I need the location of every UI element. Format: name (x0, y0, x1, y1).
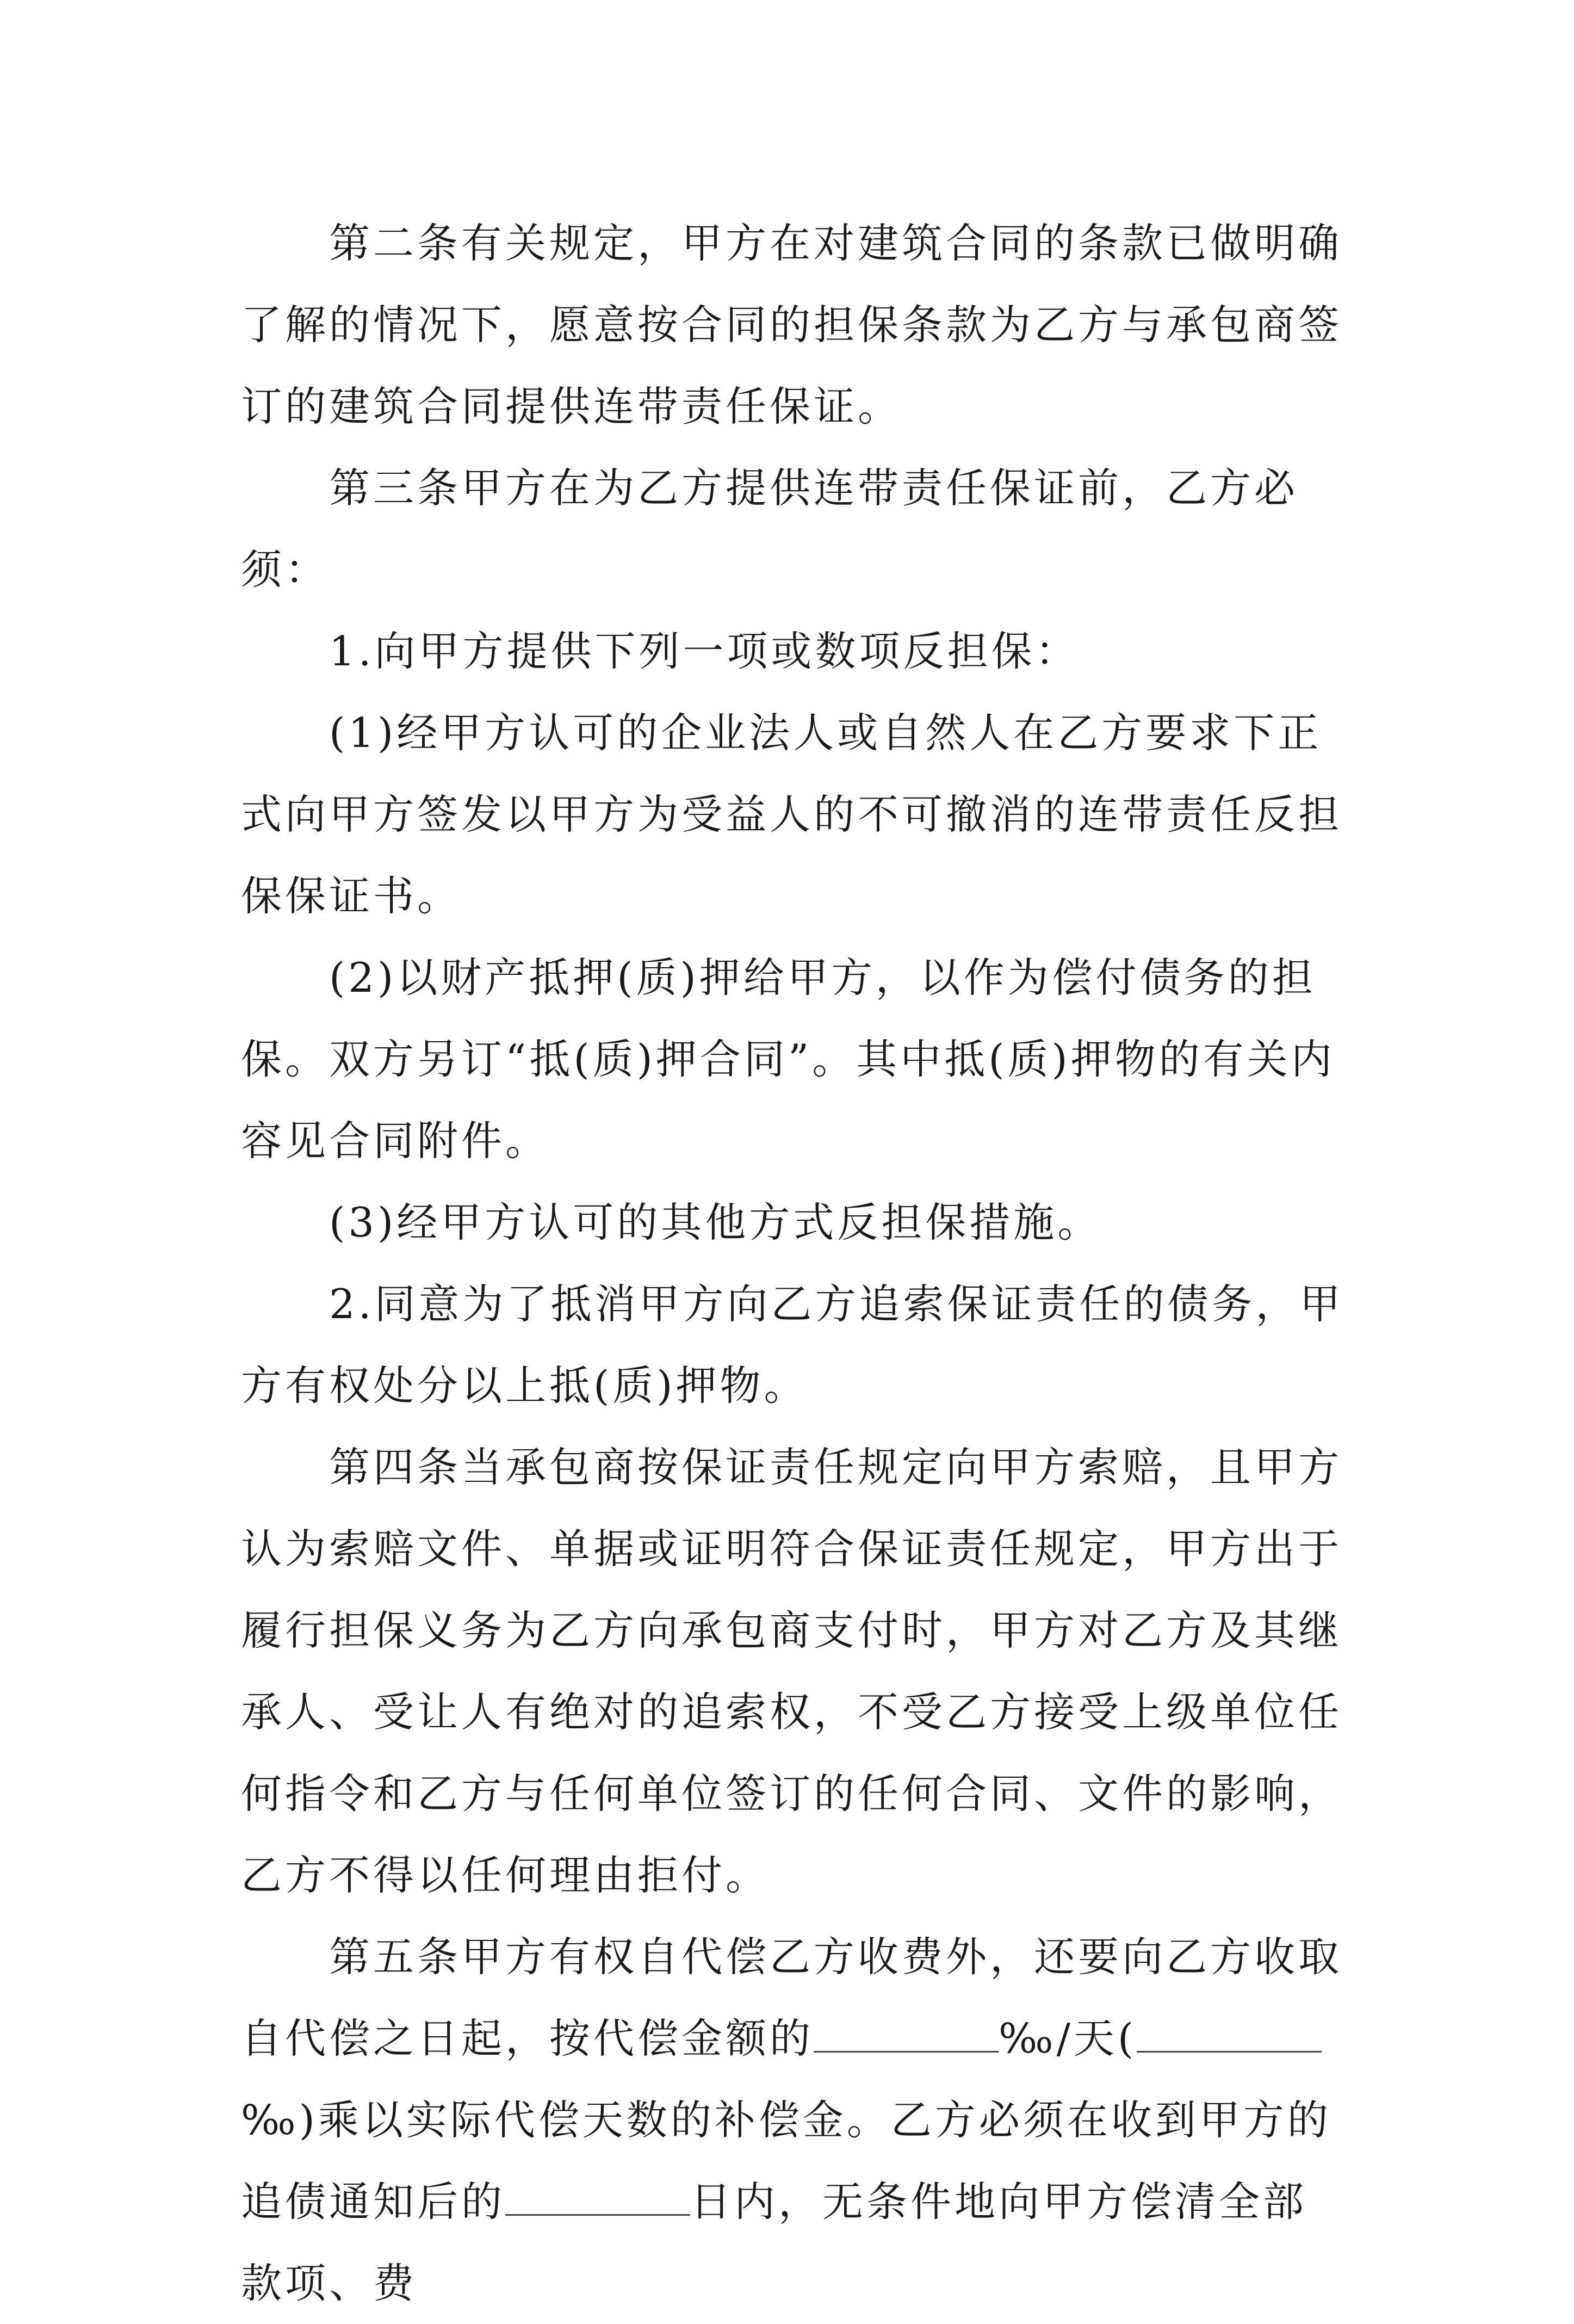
paragraph-item-1: 1.向甲方提供下列一项或数项反担保： (329, 627, 1080, 675)
paragraph-article-4: 第四条当承包商按保证责任规定向甲方索赔，且甲方认为索赔文件、单据或证明符合保证责任规定，甲方出于履行担保义务为乙方向承包商支付时，甲方对乙方及其继承人、受让人有绝对的追索权，不受乙方接受上级单位任何指令和乙方与任何单位签订的任何合同、文件的影响，乙方不得以任何理由拒付。 (241, 1443, 1343, 1899)
days-blank-field[interactable] (505, 2214, 690, 2216)
article-5-text-1: 第五条甲方有权自代偿乙方收费外，还要向乙方收取自代偿之日起，按代偿金额的 (241, 1933, 1343, 2062)
article-5-text-2: ‰/天( (999, 2014, 1137, 2062)
paragraph-item-2: 2.同意为了抵消甲方向乙方追索保证责任的债务，甲方有权处分以上抵(质)押物。 (241, 1280, 1344, 1410)
paragraph-subitem-1: (1)经甲方认可的企业法人或自然人在乙方要求下正式向甲方签发以甲方为受益人的不可撤消的连带责任反担保保证书。 (241, 709, 1343, 920)
article-5-text-4: 日内，无条件地向甲方偿清全部款项、费 (241, 2178, 1307, 2307)
paragraph-subitem-3: (3)经甲方认可的其他方式反担保措施。 (329, 1198, 1102, 1246)
paragraph-subitem-2: (2)以财产抵押(质)押给甲方，以作为偿付债务的担保。双方另订“抵(质)押合同”。其中抵(质)押物的有关内容见合同附件。 (241, 954, 1335, 1165)
rate-blank-field[interactable] (814, 2050, 999, 2053)
paragraph-article-2: 第二条有关规定，甲方在对建筑合同的条款已做明确了解的情况下，愿意按合同的担保条款为乙方与承包商签订的建筑合同提供连带责任保证。 (241, 219, 1343, 430)
rate-words-blank-field[interactable] (1137, 2050, 1322, 2053)
article-5-text-3: ‰)乘以实际代偿天数的补偿金。乙方必须在收到甲方的追债通知后的 (241, 2096, 1331, 2226)
document-body (241, 202, 1350, 2324)
paragraph-article-5 (241, 1916, 1350, 2324)
paragraph-article-3: 第三条甲方在为乙方提供连带责任保证前，乙方必须： (241, 464, 1299, 594)
